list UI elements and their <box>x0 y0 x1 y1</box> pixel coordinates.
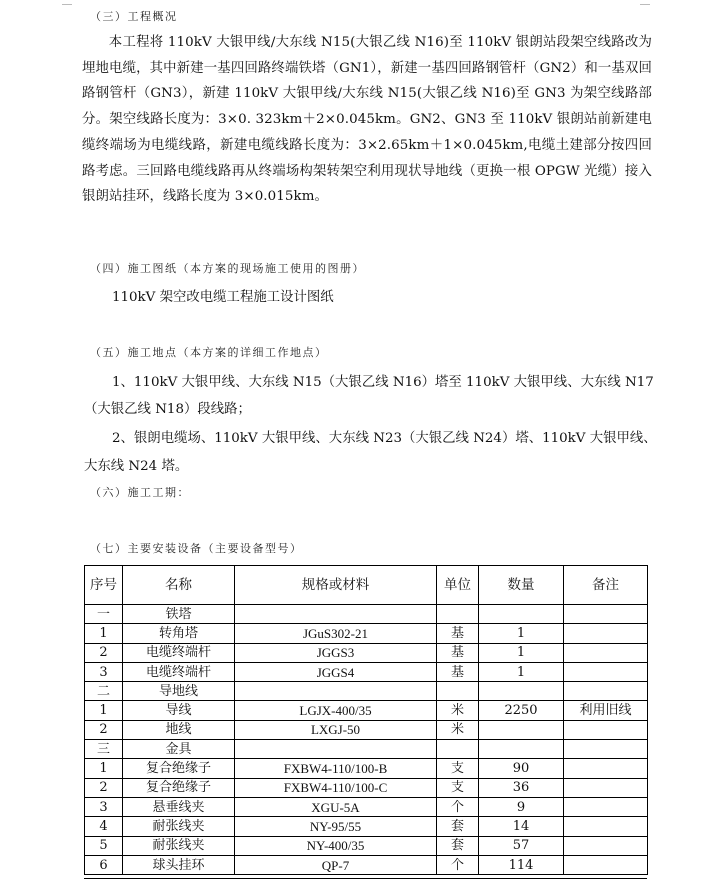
cell-note: 利用旧线 <box>564 701 648 720</box>
header-seq: 序号 <box>85 566 123 605</box>
cell-qty: 2250 <box>479 701 564 720</box>
cell-seq: 2 <box>85 720 123 739</box>
section-3-heading: （三）工程概况 <box>90 10 178 23</box>
section-5-item-2-line-2: 大东线 N24 塔。 <box>84 459 189 474</box>
cell-spec: LGJX-400/35 <box>235 701 437 720</box>
cell-name: 复合绝缘子 <box>123 778 235 797</box>
cell-name: 导地线 <box>123 682 235 701</box>
cell-qty: 1 <box>479 643 564 662</box>
section-4-heading: （四）施工图纸（本方案的现场施工使用的图册） <box>90 262 365 275</box>
cell-spec <box>235 682 437 701</box>
table-row <box>85 817 648 836</box>
cell-spec: JGuS302-21 <box>235 624 437 643</box>
section-3-body: 本工程将 110kV 大银甲线/大东线 N15(大银乙线 N16)至 110kV 银朗站段架空线路改为埋地电缆，其中新建一基四回路终端铁塔（GN1），新建一基四回路钢管杆（GN2）和一基双回路钢管杆（GN3），新建 110kV 大银甲线/大东线 N15(大银乙线 N16)至 GN3 为架空线路部分。架空线路长度为：3×0. 323km＋2×0.045km。GN2、GN3 至 110kV 银朗站前新建电缆终端场为电缆线路，新建电缆线路长度为：3×2.65km＋1×0.045km,电缆土建部分按四回路考虑。三回路电缆线路再从终端场构架转架空利用现状导地线（更换一根 OPGW 光缆）接入银朗站挂环，线路长度为 3×0.015km。 <box>82 35 652 205</box>
cell-seq: 6 <box>85 855 123 874</box>
cell-name: 金具 <box>123 740 235 759</box>
header-spec: 规格或材料 <box>235 566 437 605</box>
table-row <box>85 701 648 720</box>
cell-note <box>564 855 648 874</box>
table-row <box>85 682 648 701</box>
cell-spec: LXGJ-50 <box>235 720 437 739</box>
cell-name: 导线 <box>123 701 235 720</box>
table-row <box>85 836 648 855</box>
cell-spec: XGU-5A <box>235 797 437 816</box>
cell-seq: 二 <box>85 682 123 701</box>
table-body <box>85 605 648 875</box>
cell-unit <box>437 682 479 701</box>
cell-seq: 1 <box>85 701 123 720</box>
cell-note <box>564 605 648 624</box>
table-row <box>85 797 648 816</box>
cell-qty <box>479 740 564 759</box>
cell-unit: 支 <box>437 759 479 778</box>
equipment-table <box>84 565 648 875</box>
section-5-item-2-line-1: 2、银朗电缆场、110kV 大银甲线、大东线 N23（大银乙线 N24）塔、110kV 大银甲线、 <box>112 431 657 446</box>
cell-seq: 1 <box>85 759 123 778</box>
cell-note <box>564 817 648 836</box>
cell-qty: 9 <box>479 797 564 816</box>
section-5-item-1-line-2: （大银乙线 N18）段线路； <box>84 402 251 417</box>
cell-seq: 3 <box>85 662 123 681</box>
cell-note <box>564 836 648 855</box>
table-row <box>85 624 648 643</box>
cell-unit: 套 <box>437 817 479 836</box>
cell-note <box>564 797 648 816</box>
cell-name: 地线 <box>123 720 235 739</box>
cell-name: 电缆终端杆 <box>123 662 235 681</box>
cell-unit: 支 <box>437 778 479 797</box>
table-header-row <box>85 566 648 605</box>
header-qty: 数量 <box>479 566 564 605</box>
section-5-item-1-line-1: 1、110kV 大银甲线、大东线 N15（大银乙线 N16）塔至 110kV 大银甲线、大东线 N17 <box>112 375 654 390</box>
table-bottom-edge <box>84 878 647 879</box>
cell-qty: 36 <box>479 778 564 797</box>
cell-unit: 个 <box>437 855 479 874</box>
cell-note <box>564 624 648 643</box>
cell-spec: FXBW4-110/100-C <box>235 778 437 797</box>
table-row <box>85 643 648 662</box>
cell-name: 悬垂线夹 <box>123 797 235 816</box>
cell-unit: 基 <box>437 624 479 643</box>
cell-name: 球头挂环 <box>123 855 235 874</box>
cell-seq: 1 <box>85 624 123 643</box>
table-row <box>85 720 648 739</box>
cell-name: 电缆终端杆 <box>123 643 235 662</box>
cell-qty: 1 <box>479 662 564 681</box>
cell-qty <box>479 682 564 701</box>
cell-qty: 114 <box>479 855 564 874</box>
cell-note <box>564 759 648 778</box>
section-5-heading: （五）施工地点（本方案的详细工作地点） <box>90 346 328 359</box>
cell-qty: 14 <box>479 817 564 836</box>
cell-unit: 基 <box>437 643 479 662</box>
table-row <box>85 855 648 874</box>
cell-qty <box>479 605 564 624</box>
cell-unit <box>437 605 479 624</box>
section-7-heading: （七）主要安装设备（主要设备型号） <box>90 542 303 555</box>
section-4-body: 110kV 架空改电缆工程施工设计图纸 <box>112 290 334 305</box>
cell-note <box>564 643 648 662</box>
cell-spec: QP-7 <box>235 855 437 874</box>
cell-spec: NY-400/35 <box>235 836 437 855</box>
cell-seq: 3 <box>85 797 123 816</box>
cell-qty: 1 <box>479 624 564 643</box>
cell-spec <box>235 740 437 759</box>
cell-seq: 2 <box>85 643 123 662</box>
cell-note <box>564 778 648 797</box>
page-corner-mark-right <box>640 4 650 5</box>
cell-seq: 一 <box>85 605 123 624</box>
table-row <box>85 662 648 681</box>
cell-unit: 基 <box>437 662 479 681</box>
cell-name: 耐张线夹 <box>123 836 235 855</box>
cell-unit <box>437 740 479 759</box>
table-row <box>85 740 648 759</box>
header-note: 备注 <box>564 566 648 605</box>
cell-spec: NY-95/55 <box>235 817 437 836</box>
cell-qty <box>479 720 564 739</box>
cell-seq: 5 <box>85 836 123 855</box>
cell-note <box>564 740 648 759</box>
cell-spec: JGGS3 <box>235 643 437 662</box>
cell-seq: 2 <box>85 778 123 797</box>
cell-name: 铁塔 <box>123 605 235 624</box>
cell-note <box>564 682 648 701</box>
cell-unit: 米 <box>437 701 479 720</box>
header-unit: 单位 <box>437 566 479 605</box>
header-name: 名称 <box>123 566 235 605</box>
cell-note <box>564 720 648 739</box>
cell-qty: 90 <box>479 759 564 778</box>
cell-unit: 套 <box>437 836 479 855</box>
cell-name: 复合绝缘子 <box>123 759 235 778</box>
cell-seq: 4 <box>85 817 123 836</box>
cell-spec <box>235 605 437 624</box>
cell-qty: 57 <box>479 836 564 855</box>
cell-spec: JGGS4 <box>235 662 437 681</box>
cell-name: 耐张线夹 <box>123 817 235 836</box>
page-corner-mark-left <box>62 4 72 5</box>
table-row <box>85 759 648 778</box>
cell-unit: 个 <box>437 797 479 816</box>
table-row <box>85 778 648 797</box>
cell-note <box>564 662 648 681</box>
cell-name: 转角塔 <box>123 624 235 643</box>
section-6-heading: （六）施工工期： <box>90 486 190 499</box>
cell-unit: 米 <box>437 720 479 739</box>
cell-spec: FXBW4-110/100-B <box>235 759 437 778</box>
cell-seq: 三 <box>85 740 123 759</box>
table-row <box>85 605 648 624</box>
